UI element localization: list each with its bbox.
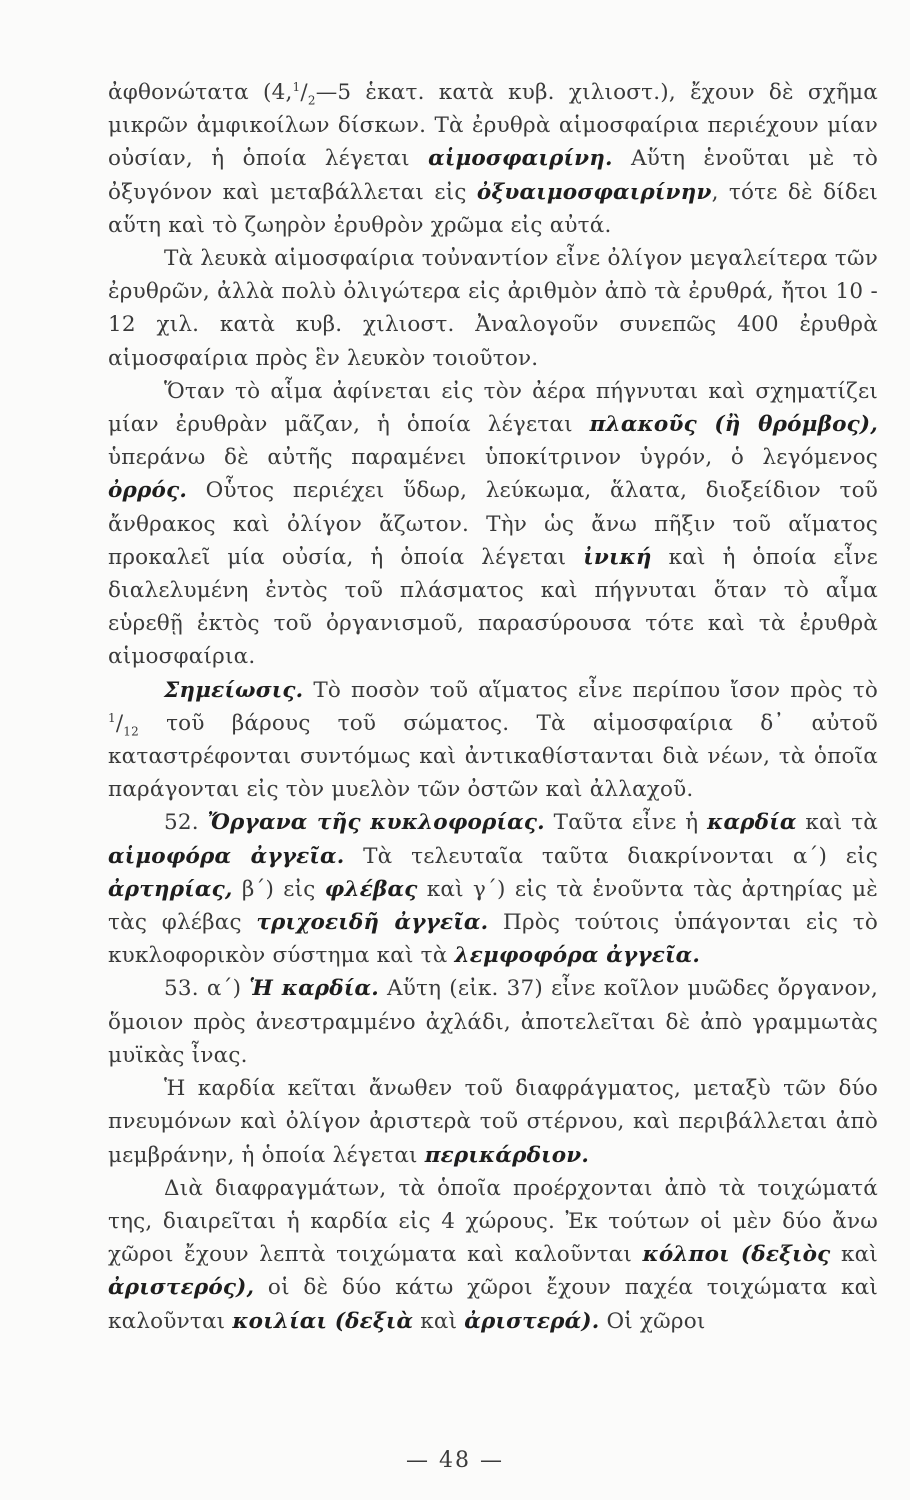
note-heading: Σημείωσις. [164,677,304,703]
paragraph-1 [108,76,878,242]
term-lymph-vessels: λεμφοφόρα ἀγγεῖα. [454,943,701,969]
term-serum: ὀρρός. [108,478,188,504]
section-53 [108,972,878,1072]
text-run: Τὰ λευκὰ αἱμοσφαίρια τοὐναντίον εἶνε ὀλίγον μεγαλείτερα τῶν ἐρυθρῶν, ἀλλὰ πολὺ ὀλιγώτερα εἰς ἀριθμὸν ἀπὸ τὰ ἐρυθρά, ἤτοι 10 - 12 χιλ. κατὰ κυβ. χιλιοστ. Ἀναλογοῦν συνεπῶς 400 ἐρυθρὰ αἱμοσφαίρια πρὸς ἓν λευκὸν τοιοῦτον. [108,246,878,371]
section-number: 52. [164,810,208,836]
body-text [108,76,878,1338]
text-run: , τότε δὲ δίδει αὕτη καὶ τὸ ζωηρὸν ἐρυθρὸν χρῶμα εἰς αὐτά. [108,179,878,238]
term-arteries: ἀρτηρίας, [108,876,233,902]
fraction-numerator: 1 [292,79,301,94]
text-run: Τὸ ποσὸν τοῦ αἵματος εἶνε περίπου ἴσον πρὸς τὸ [303,677,878,703]
text-run: Αὕτη (εἰκ. 37) εἶνε κοῖλον μυῶδες ὄργανον, ὅμοιον πρὸς ἀνεστραμμένο ἀχλάδι, ἀποτελεῖται δὲ ἀπὸ γραμμωτὰς μυϊκὰς ἶνας. [108,976,878,1068]
fraction-numerator: 1 [108,710,116,725]
paragraph-7 [108,1072,878,1172]
term-capillaries: τριχοειδῆ ἀγγεῖα. [256,910,489,936]
text-run: καὶ τὰ [796,810,879,836]
text-run: Ὅταν τὸ αἷμα ἀφίνεται εἰς τὸν ἀέρα πήγνυται καὶ σχηματίζει μίαν ἐρυθρὰν μᾶζαν, ἡ ὁποία λέγεται [108,378,878,438]
term-left-f: ἀριστερά). [464,1308,600,1334]
text-run: Αὕτη ἑνοῦται μὲ τὸ ὀξυγόνον καὶ μεταβάλλεται εἰς [108,146,879,205]
page-number: — 48 — [406,1448,504,1473]
section-52 [108,806,878,972]
term-blood-vessels: αἱμοφόρα ἀγγεῖα. [108,843,345,869]
text-run: Οὗτος περιέχει ὕδωρ, λεύκωμα, ἅλατα, διοξείδιον τοῦ ἄνθρακος καὶ ὀλίγον ἄζωτον. Τὴν ὡς ἄνω πῆξιν τοῦ αἵματος προκαλεῖ μία οὐσία, ἡ ὁποία λέγεται [108,478,878,570]
term-heart: καρδία [707,810,797,836]
text-run: ἀφθονώτατα (4, [108,80,293,105]
fraction-denominator: 12 [123,724,139,739]
text-run: καὶ [413,1308,465,1334]
term-fibrin: ἰνική [583,544,652,570]
text-run: Οἱ χῶροι [599,1308,706,1334]
text-run: Τὰ τελευταῖα ταῦτα διακρίνονται α΄) εἰς [344,843,878,869]
term-clot: πλακοῦς (ἢ θρόμβος), [589,412,878,438]
term-pericardium: περικάρδιον. [424,1142,590,1168]
term-atria: κόλποι (δεξιὸς [642,1242,831,1268]
text-run: καὶ γ΄) εἰς τὰ ἑνοῦντα τὰς ἀρτηρίας μὲ τὰς φλέβας [108,876,878,936]
term-oxyhaemoglobin: ὀξυαιμοσφαιρίνην [476,179,712,205]
text-run: Ἡ καρδία κεῖται ἄνωθεν τοῦ διαφράγματος, μεταξὺ τῶν δύο πνευμόνων καὶ ὀλίγον ἀριστερὰ τοῦ στέρνου, καὶ περιβάλλεται ἀπὸ μεμβράνην, ἡ ὁποία λέγεται [108,1076,878,1168]
paragraph-3 [108,375,878,674]
text-run: —5 ἑκατ. κατὰ κυβ. χιλιοστ.), ἔχουν δὲ σχῆμα μικρῶν ἀμφικοίλων δίσκων. Τὰ ἐρυθρὰ αἱμοσφαίρια περιέχουν μίαν οὐσίαν, ἡ ὁποία λέγεται [108,80,878,172]
section-number: 53. α΄) [164,976,250,1002]
text-run: οἱ δὲ δύο κάτω χῶροι ἔχουν παχέα τοιχώματα καὶ καλοῦνται [108,1275,878,1334]
term-haemoglobin: αἱμοσφαιρίνη. [428,146,613,172]
paragraph-2 [108,242,878,375]
fraction-slash: / [115,710,124,736]
section-heading: Ὄργανα τῆς κυκλοφορίας. [207,810,545,836]
text-run: Διὰ διαφραγμάτων, τὰ ὁποῖα προέρχονται ἀπὸ τὰ τοιχώματά της, διαιρεῖται ἡ καρδία εἰς 4 χώρους. Ἐκ τούτων οἱ μὲν δύο ἄνω χῶροι ἔχουν λεπτὰ τοιχώματα καὶ καλοῦνται [108,1175,878,1268]
text-run: καὶ ἡ ὁποία εἶνε διαλελυμένη ἐντὸς τοῦ πλάσματος καὶ πήγνυται ὅταν τὸ αἷμα εὑρεθῇ ἐκτὸς τοῦ ὀργανισμοῦ, παρασύρουσα τότε καὶ τὰ ἐρυθρὰ αἱμοσφαίρια. [108,544,878,670]
text-run: β΄) εἰς [232,876,325,902]
term-ventricles: κοιλίαι (δεξιὰ [232,1308,414,1334]
section-heading: Ἡ καρδία. [249,976,379,1002]
paragraph-8 [108,1172,878,1338]
text-run: Πρὸς τούτοις ὑπάγονται εἰς τὸ κυκλοφορικὸν σύστημα καὶ τὰ [108,910,878,969]
text-run: τοῦ βάρους τοῦ σώματος. Τὰ αἱμοσφαίρια δ᾽ αὐτοῦ καταστρέφονται συντόμως καὶ ἀντικαθίστανται διὰ νέων, τὰ ὁποῖα παράγονται εἰς τὸν μυελὸν τῶν ὀστῶν καὶ ἀλλαχοῦ. [108,710,878,803]
term-veins: φλέβας [324,876,418,902]
text-run: καὶ [830,1242,878,1268]
fraction-slash: / [300,80,308,105]
text-run: ὑπεράνω δὲ αὐτῆς παραμένει ὑποκίτρινον ὑγρόν, ὁ λεγόμενος [108,445,878,471]
term-left: ἀριστερός), [108,1275,255,1301]
text-run: Ταῦτα εἶνε ἡ [544,810,708,836]
paragraph-note [108,674,878,807]
fraction-denominator: 2 [307,93,316,108]
